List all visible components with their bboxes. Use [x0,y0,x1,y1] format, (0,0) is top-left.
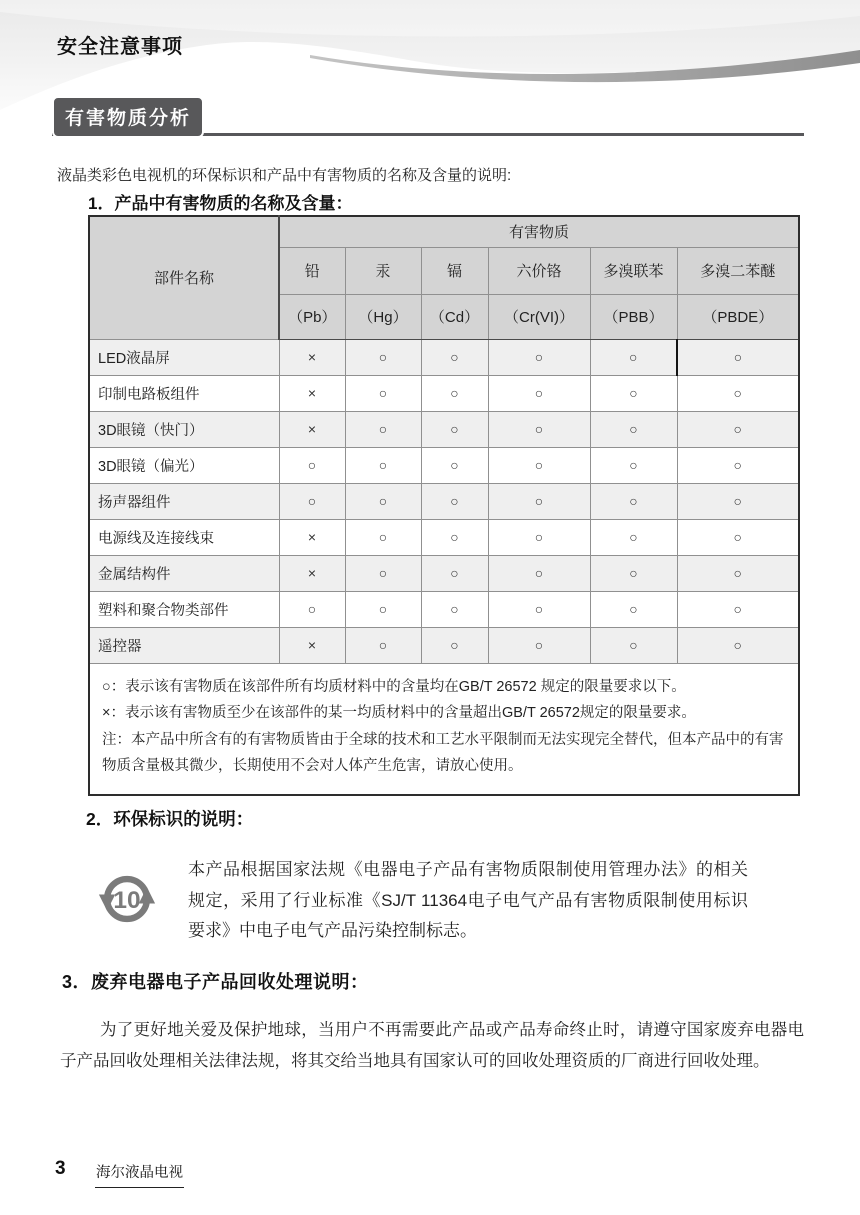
mark-cell: ○ [677,555,799,591]
column-symbol: （Hg） [345,294,421,339]
column-symbol: （PBB） [590,294,677,339]
table-row [89,519,799,555]
mark-cell: ○ [677,627,799,663]
mark-cell: ○ [488,591,590,627]
mark-cell: × [279,411,345,447]
china-rohs-epup-10-icon [98,870,156,928]
mark-cell: ○ [345,375,421,411]
mark-cell: ○ [488,447,590,483]
table-row [89,627,799,663]
column-header: 多溴联苯 [590,247,677,294]
brand-label: 海尔液晶电视 [95,1161,184,1188]
mark-cell: ○ [488,555,590,591]
note-general: 注：本产品中所含有的有害物质皆由于全球的技术和工艺水平限制而无法实现完全替代，但本产品中的有害物质含量极其微少，长期使用不会对人体产生危害，请放心使用。 [102,731,784,774]
eco-label-description: 本产品根据国家法规《电器电子产品有害物质限制使用管理办法》的相关规定，采用了行业标准《SJ/T 11364电子电气产品有害物质限制使用标识要求》中电子电气产品污染控制标志。 [188,860,748,940]
part-name-cell: LED液晶屏 [89,339,279,375]
mark-cell: ○ [677,375,799,411]
mark-cell: ○ [677,483,799,519]
hazard-table-body [89,339,799,663]
mark-cell: ○ [677,411,799,447]
mark-cell: × [279,555,345,591]
mark-cell: ○ [488,519,590,555]
part-name-cell: 扬声器组件 [89,483,279,519]
mark-cell: ○ [279,483,345,519]
mark-cell: × [279,627,345,663]
table-notes-cell [89,663,799,795]
mark-cell: × [279,519,345,555]
mark-cell: ○ [590,519,677,555]
mark-cell: ○ [421,591,488,627]
mark-cell: ○ [590,447,677,483]
column-header: 汞 [345,247,421,294]
table-row [89,483,799,519]
mark-cell: ○ [488,411,590,447]
mark-cell: ○ [421,483,488,519]
mark-cell: × [279,375,345,411]
page-number: 3 [55,1158,66,1179]
mark-cell: ○ [279,591,345,627]
table-row [89,411,799,447]
hazard-substance-table [88,215,800,796]
intro-text: 液晶类彩色电视机的环保标识和产品中有害物质的名称及含量的说明: [57,167,512,184]
heading-substance-table: 1．产品中有害物质的名称及含量： [88,194,353,213]
page-title: 安全注意事项 [57,36,183,58]
table-notes-row [89,663,799,795]
mark-cell: ○ [345,627,421,663]
table-header-row [89,216,799,247]
column-header: 铅 [279,247,345,294]
corner-header-cell: 部件名称 [89,216,279,339]
table-row [89,339,799,375]
table-row [89,375,799,411]
mark-cell: × [279,339,345,375]
column-header: 镉 [421,247,488,294]
table-row [89,591,799,627]
mark-cell: ○ [421,339,488,375]
mark-cell: ○ [677,339,799,375]
part-name-cell: 3D眼镜（偏光） [89,447,279,483]
mark-cell: ○ [677,591,799,627]
mark-cell: ○ [590,411,677,447]
part-name-cell: 塑料和聚合物类部件 [89,591,279,627]
column-symbol: （Cd） [421,294,488,339]
mark-cell: ○ [345,483,421,519]
mark-cell: ○ [421,447,488,483]
mark-cell: ○ [421,555,488,591]
mark-cell: ○ [345,555,421,591]
mark-cell: ○ [590,627,677,663]
part-name-cell: 印制电路板组件 [89,375,279,411]
mark-cell: ○ [345,339,421,375]
mark-cell: ○ [345,519,421,555]
mark-cell: ○ [590,339,677,375]
mark-cell: ○ [488,483,590,519]
mark-cell: ○ [488,627,590,663]
mark-cell: ○ [421,627,488,663]
column-symbol: （PBDE） [677,294,799,339]
part-name-cell: 遥控器 [89,627,279,663]
mark-cell: ○ [590,375,677,411]
mark-cell: ○ [421,519,488,555]
mark-cell: ○ [421,411,488,447]
recycle-description: 为了更好地关爱及保护地球，当用户不再需要此产品或产品寿命终止时，请遵守国家废弃电器电子产品回收处理相关法律法规，将其交给当地具有国家认可的回收处理资质的厂商进行回收处理。 [60,1020,804,1070]
mark-cell: ○ [488,339,590,375]
mark-cell: ○ [279,447,345,483]
group-header-cell: 有害物质 [279,216,799,247]
mark-cell: ○ [421,375,488,411]
mark-cell: ○ [345,411,421,447]
mark-cell: ○ [590,483,677,519]
section-badge: 有害物质分析 [52,96,204,138]
table-row [89,447,799,483]
part-name-cell: 金属结构件 [89,555,279,591]
part-name-cell: 电源线及连接线束 [89,519,279,555]
column-header: 多溴二苯醚 [677,247,799,294]
heading-eco-label: 2．环保标识的说明： [86,809,254,829]
mark-cell: ○ [677,519,799,555]
mark-cell: ○ [345,447,421,483]
heading-recycle: 3．废弃电器电子产品回收处理说明： [62,972,369,992]
mark-cell: ○ [345,591,421,627]
svg-text:10: 10 [113,887,141,915]
mark-cell: ○ [590,591,677,627]
part-name-cell: 3D眼镜（快门） [89,411,279,447]
note-circle-meaning: ○：表示该有害物质在该部件所有均质材料中的含量均在GB/T 26572 规定的限量要求以下。 [102,678,686,695]
column-header: 六价铬 [488,247,590,294]
mark-cell: ○ [677,447,799,483]
column-symbol: （Cr(VI)） [488,294,590,339]
table-row [89,555,799,591]
mark-cell: ○ [488,375,590,411]
column-symbol: （Pb） [279,294,345,339]
mark-cell: ○ [590,555,677,591]
note-cross-meaning: ×：表示该有害物质至少在该部件的某一均质材料中的含量超出GB/T 26572规定的限量要求。 [102,705,696,721]
